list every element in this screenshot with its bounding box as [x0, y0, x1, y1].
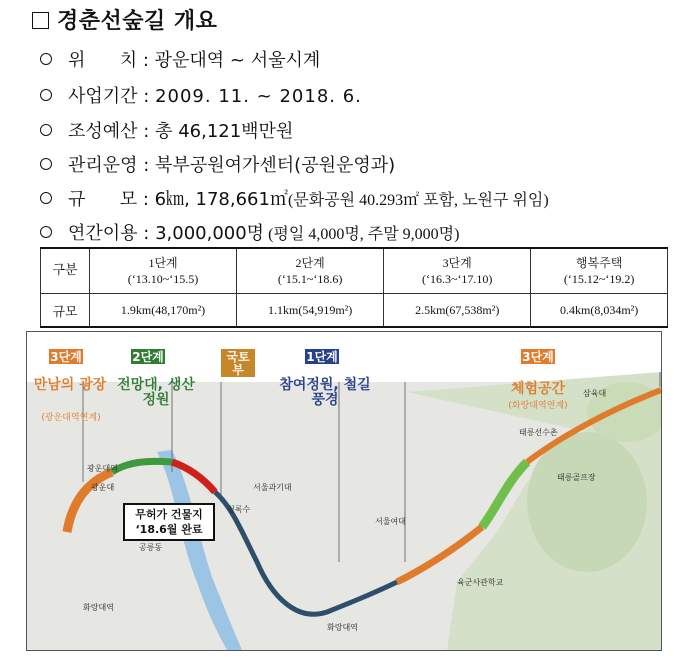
bullet-icon — [40, 124, 52, 136]
info-row-scale: 규 모 : 6㎞, 178,661㎡(문화공원 40.293㎡ 포함, 노원구 위임) — [40, 185, 549, 211]
stage-badge: 2단계 — [132, 350, 164, 364]
map-label: 체험공간 — [510, 381, 566, 397]
stage-badge: 3단계 — [522, 350, 554, 364]
bullet-icon — [40, 89, 52, 101]
stage-badge: 1단계 — [306, 350, 338, 364]
place-label: 태릉선수촌 — [519, 428, 558, 437]
bullet-icon — [40, 226, 52, 238]
table-header-row — [41, 248, 668, 294]
place-label: 태릉골프장 — [557, 473, 596, 482]
place-label: 화랑대역 — [83, 603, 114, 612]
ministry-badge: 국토부 — [221, 349, 255, 377]
place-label: 화랑대역 — [327, 623, 358, 632]
bullet-icon — [40, 158, 52, 170]
place-label: 광운대 — [91, 483, 115, 492]
checkbox-icon — [32, 12, 49, 29]
place-label: 서울과기대 — [253, 483, 292, 492]
map-label: 전망대, 생산정원 — [117, 377, 195, 408]
map-sublabel: (화랑대역연계) — [508, 401, 568, 411]
table-header-cell: 3단계 (‘16.3~‘17.10) — [384, 248, 531, 294]
place-label: 삼육대 — [583, 389, 607, 398]
table-header-cell: 2단계 (‘15.1~‘18.6) — [237, 248, 384, 294]
info-row-budget: 조성예산 : 총 46,121백만원 — [40, 117, 293, 143]
map-sublabel: (광운대역연계) — [41, 413, 101, 423]
bullet-icon — [40, 53, 52, 65]
table-cell: 1.9km(48,170m²) — [90, 294, 237, 328]
stage-table — [40, 247, 668, 328]
info-row-location: 위 치 : 광운대역 ~ 서울시계 — [40, 46, 320, 72]
map-label: 참여정원, 철길풍경 — [279, 377, 371, 408]
place-label: 서울여대 — [375, 517, 406, 526]
table-cell: 1.1km(54,919m²) — [237, 294, 384, 328]
place-label: 공릉동 — [139, 543, 163, 552]
annotation-box: 무허가 건물지 ‘18.6월 완료 — [123, 503, 215, 541]
table-header-cell: 1단계 (‘13.10~‘15.5) — [90, 248, 237, 294]
stage-badge: 3단계 — [50, 350, 82, 364]
table-row — [41, 294, 668, 328]
info-row-visitors: 연간이용 : 3,000,000명 (평일 4,000명, 주말 9,000명) — [40, 219, 459, 245]
table-row-label: 규모 — [41, 294, 90, 328]
place-label: 청록수 — [227, 505, 251, 514]
place-label: 광운대역 — [87, 464, 118, 473]
page-title: 경춘선숲길 개요 — [32, 4, 217, 35]
table-cell: 2.5km(67,538m²) — [384, 294, 531, 328]
table-header-cell: 행복주택 (‘15.12~‘19.2) — [531, 248, 668, 294]
table-header-label: 구분 — [41, 248, 90, 294]
place-label: 육군사관학교 — [457, 578, 504, 587]
info-row-management: 관리운영 : 북부공원여가센터(공원운영과) — [40, 151, 395, 177]
bullet-icon — [40, 192, 52, 204]
info-row-period: 사업기간 : 2009. 11. ~ 2018. 6. — [40, 82, 362, 108]
route-map — [26, 331, 662, 651]
table-cell: 0.4km(8,034m²) — [531, 294, 668, 328]
map-label: 만남의 광장 — [33, 377, 107, 393]
